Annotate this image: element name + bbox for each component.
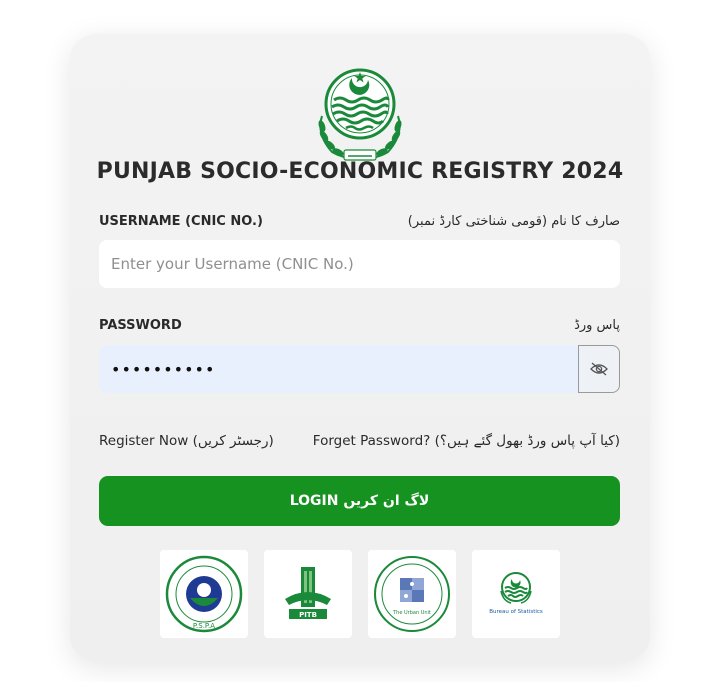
pspa-logo bbox=[160, 550, 248, 638]
password-label-urdu: پاس ورڈ bbox=[574, 318, 620, 333]
password-label-row bbox=[99, 318, 620, 333]
forget-password-link[interactable]: Forget Password? (کیا آپ پاس ورڈ بھول گئے ہیں؟) bbox=[312, 433, 620, 449]
toggle-password-visibility-button[interactable] bbox=[578, 345, 620, 393]
urban-unit-logo-text: The Urban Unit bbox=[393, 610, 431, 616]
username-label-urdu: صارف کا نام (قومی شناختی کارڈ نمبر) bbox=[407, 214, 620, 229]
auth-links bbox=[99, 433, 620, 449]
punjab-government-logo bbox=[308, 56, 412, 168]
eye-off-icon bbox=[590, 362, 608, 376]
bureau-logo-text: Bureau of Statistics bbox=[489, 609, 543, 615]
urban-unit-logo bbox=[368, 550, 456, 638]
pitb-logo-text: PITB bbox=[299, 611, 317, 619]
password-label: PASSWORD bbox=[99, 318, 182, 333]
bureau-of-statistics-logo bbox=[472, 550, 560, 638]
login-button[interactable]: LOGIN لاگ ان کریں bbox=[99, 476, 620, 526]
username-label-row bbox=[99, 214, 620, 229]
password-input[interactable] bbox=[99, 345, 579, 393]
username-input[interactable] bbox=[99, 240, 620, 288]
register-link[interactable]: Register Now (رجسٹر کریں) bbox=[99, 433, 274, 449]
username-label: USERNAME (CNIC NO.) bbox=[99, 214, 263, 229]
pspa-logo-text: P.S.P.A bbox=[192, 622, 216, 630]
login-card bbox=[70, 34, 650, 662]
pitb-logo bbox=[264, 550, 352, 638]
page-title: PUNJAB SOCIO-ECONOMIC REGISTRY 2024 bbox=[96, 159, 624, 184]
